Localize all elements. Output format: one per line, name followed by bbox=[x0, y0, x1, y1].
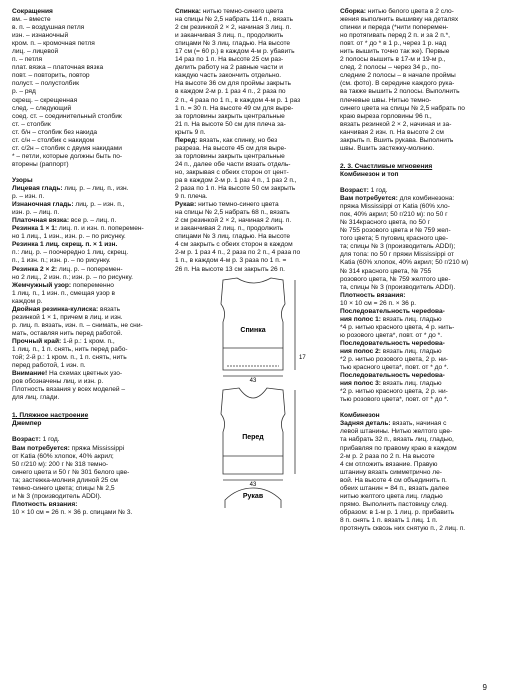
pattern-schematics bbox=[175, 274, 330, 510]
text-line: за горловины закрыть центральные bbox=[175, 152, 285, 160]
text-line: синего цвета и 50 г № 301 белого цве- bbox=[12, 468, 130, 476]
text-line: Изнаночная гладь: лиц. р. – изн. п., bbox=[12, 201, 125, 209]
text-line: 1 лиц. п., 1 п. снять, нить перед рабо- bbox=[12, 345, 128, 353]
text-line: прибавляя по правому краю в каждом bbox=[340, 444, 457, 452]
text-line: 1 п., в каждом 4-м р. 3 раза по 1 п. = bbox=[175, 257, 287, 265]
abbreviations-and-patterns bbox=[12, 8, 164, 402]
text-line: Последовательность череdова- bbox=[340, 307, 445, 315]
section-title-2: 2. 3. Счастливые мгновения bbox=[340, 162, 433, 170]
text-line: полуст. – полустолбик bbox=[12, 80, 80, 88]
text-line: *2 р. нитью розового цвета, 2 р. ни- bbox=[340, 356, 448, 364]
text-line: плечевые швы. Нитью темно- bbox=[340, 96, 432, 104]
text-line: вой. На высоте 4 см объединить п. bbox=[340, 476, 447, 484]
text-line: повт. от * до * в 1 р., через 1 р. над bbox=[340, 40, 447, 48]
text-line: ст. с/н – столбик с накидом bbox=[12, 136, 95, 144]
text-line: 2 раза по 1 п. На высоте 50 см закрыть bbox=[175, 185, 296, 193]
section-subtitle-1: Джемпер bbox=[12, 420, 42, 428]
text-line: штанину вязать симметрично ле- bbox=[340, 468, 442, 476]
text-line: 2-м р. 2 раза по 2 п. На высоте bbox=[340, 452, 435, 460]
text-line: прямо. Выполнить пастовицу след. bbox=[340, 500, 448, 508]
text-line: Вам потребуется: пряжа Mississippi bbox=[12, 444, 125, 452]
text-line: Рукав: нитью темно-синего цвета bbox=[175, 201, 279, 209]
text-line: Двойная резинка-кулиска: вязать bbox=[12, 305, 121, 313]
text-line: след. 2 полосы – через 34 р., по- bbox=[340, 64, 441, 72]
text-line: пок, 40% акрил; 50 г/210 м): по 50 г bbox=[340, 211, 448, 219]
text-line: на спицы № 2,5 набрать 114 п., вязать bbox=[175, 16, 293, 24]
text-line: п.: лиц. р. – поочередно 1 лиц. скрещ. bbox=[12, 249, 129, 257]
text-line: 26 п. На высоте 13 см закрыть 26 п. bbox=[175, 265, 285, 273]
jumper-instructions bbox=[175, 8, 330, 274]
text-line: левой штанины. Нитью желтого цве- bbox=[340, 428, 453, 436]
text-line: 9 п. плеча. bbox=[175, 193, 208, 201]
text-line: темно-синего цвета; спицы № 2,5 bbox=[12, 484, 115, 492]
front-width-dim: 43 bbox=[249, 481, 257, 488]
text-line: та; спицы № 3 (производитель ADDI); bbox=[340, 243, 456, 251]
text-line: в каждом 2-м р. 1 раз 4 п., 2 раза по bbox=[175, 88, 286, 96]
text-line: 21 п. На высоте 50 см для плеча за- bbox=[175, 120, 286, 128]
text-line: разреза. На высоте 45 см для выре- bbox=[175, 144, 287, 152]
text-line: изн. – изнаночный bbox=[12, 32, 69, 40]
text-line: скрещ. – скрещенная bbox=[12, 96, 78, 104]
text-line: Сокращения bbox=[12, 8, 53, 15]
text-line: Плотность вязания: bbox=[340, 291, 406, 299]
text-line: Внимание! На схемах цветных узо- bbox=[12, 370, 123, 378]
text-line: ст. б/н – столбик без накида bbox=[12, 128, 98, 136]
back-height-dim: 17 bbox=[299, 354, 306, 361]
text-line: делить работу на 2 равные части и bbox=[175, 64, 283, 72]
text-line: *2 р. нитью красного цвета, 2 р. ни- bbox=[340, 388, 448, 396]
text-line: тью розового цвета*, повт. от * до *. bbox=[340, 396, 449, 404]
text-line: № 755 розового цвета и № 759 жел- bbox=[340, 227, 451, 235]
text-line: синего цвета на спицы № 2,5 набрать по bbox=[340, 104, 465, 112]
text-line: Комбинезон bbox=[340, 412, 380, 420]
text-line: повт. – повторить, повтор bbox=[12, 72, 90, 80]
text-line: ния полос 1: вязать лиц. гладью bbox=[340, 315, 442, 323]
text-line: № 314красного цвета, по 50 г bbox=[340, 219, 431, 227]
text-line: Katia (60% хлопок, 40% акрил; 50 г/210 м) bbox=[340, 259, 469, 267]
text-line: краю выреза горловины 96 п., bbox=[340, 112, 432, 120]
text-line: та; застежка-молния длиной 25 см bbox=[12, 476, 118, 484]
text-line: спицами № 3 лиц. гладью. На высоте bbox=[175, 40, 291, 48]
text-line: ния полос 3: вязать лиц. гладью bbox=[340, 380, 442, 388]
text-line: но 1 лиц., 1 изн., изн. р. – по рисунку. bbox=[12, 233, 126, 241]
text-line: перед работой, 1 изн. п. bbox=[12, 362, 86, 370]
text-line: каждую часть закончить отдельно. bbox=[175, 72, 282, 80]
text-line: и № 3 (производитель ADDI). bbox=[12, 492, 102, 500]
page-number: 9 bbox=[482, 683, 487, 692]
text-line: 50 г/210 м): 200 г № 318 темно- bbox=[12, 460, 109, 468]
text-line: Возраст: 1 год. bbox=[340, 187, 388, 195]
text-line: след. – следующий bbox=[12, 104, 72, 112]
text-line: Последовательность череdова- bbox=[340, 339, 445, 347]
text-line: нитью желтого цвета лиц. гладью bbox=[340, 492, 443, 500]
section-title-1: 1. Пляжное настроение bbox=[12, 412, 89, 420]
text-line: На высоте 36 см для проймы закрыть bbox=[175, 80, 291, 88]
text-line: Сборка: нитью белого цвета в 2 сло- bbox=[340, 8, 454, 15]
text-line: для лиц. глади. bbox=[12, 394, 60, 402]
text-line: протянуть сквозь них снятую п., 2 лиц. п. bbox=[340, 525, 466, 532]
sleeve-label: Рукав bbox=[242, 492, 264, 500]
text-line: пряжа Mississippi от Katia (60% хло- bbox=[340, 203, 450, 211]
text-line: р. – ряд bbox=[12, 88, 36, 96]
text-line: канчивая 2 изн. п. На высоте 2 см bbox=[340, 128, 444, 136]
text-line: Резинка 1 × 1: лиц. п. и изн. п. поперемен- bbox=[12, 225, 144, 233]
text-line: следние 2 полосы – в начале проймы bbox=[340, 72, 456, 80]
front-label: Перед bbox=[242, 433, 264, 441]
text-line: кром. п. – кромочная петля bbox=[12, 40, 95, 48]
text-line: Последовательность череdова- bbox=[340, 372, 445, 380]
text-line: за горловины закрыть центральные bbox=[175, 112, 285, 120]
jumper-materials bbox=[12, 436, 164, 516]
text-line: того цвета; 5 пуговиц красного цве- bbox=[340, 235, 449, 243]
text-line: Лицевая гладь: лиц. р. – лиц. п., изн. bbox=[12, 185, 129, 193]
text-line: Платочная вязка: все р. – лиц. п. bbox=[12, 217, 117, 225]
column-right bbox=[340, 8, 498, 533]
text-line: 1 лиц. п., 1 изн. п., смещая узор в bbox=[12, 289, 116, 297]
text-line: резинкой 1 × 1, причем в лиц. и изн. bbox=[12, 313, 123, 321]
text-line: на спицы № 2,5 набрать 68 п., вязать bbox=[175, 209, 290, 217]
text-line: 2 полосы вышить в 17-м и 19-м р., bbox=[340, 56, 446, 64]
text-line: образом: в 1-м р. 1 лиц. р. прибавить bbox=[340, 508, 455, 516]
text-line: 24 п., далее обе части вязать отдель- bbox=[175, 160, 291, 168]
text-line: тью красного цвета*, повт. от * до *. bbox=[340, 364, 449, 372]
text-line: 2-м р. 1 раз 4 п., 2 раза по 2 п., 4 раза по bbox=[175, 249, 301, 257]
text-line: ва также вышить 2 полосы. Выполнить bbox=[340, 88, 460, 96]
back-label: Спинка bbox=[240, 326, 266, 334]
text-line: нить вышить точно так же). Первые bbox=[340, 48, 450, 56]
text-line: вм. – вместе bbox=[12, 16, 51, 24]
text-line: Спинка: нитью темно-синего цвета bbox=[175, 8, 284, 15]
text-line: Плотность вязания у всех моделей – bbox=[12, 386, 126, 394]
text-line: жения выполнить вышивку на деталях bbox=[340, 16, 459, 24]
text-line: ю розового цвета*, повт. от * до *. bbox=[340, 331, 443, 339]
text-line: 10 × 10 см = 26 п. × 36 р. bbox=[340, 299, 417, 307]
column-middle bbox=[175, 8, 330, 510]
text-line: и заканчивая 2 лиц. п., продолжить bbox=[175, 225, 284, 233]
text-line: для топа: по 50 г пряжи Mississippi от bbox=[340, 251, 454, 259]
text-line: от Katia (60% хлопок, 40% акрил; bbox=[12, 452, 114, 460]
text-line: мать, оставляя нить перед работой. bbox=[12, 329, 123, 337]
text-line: р. – изн. п. bbox=[12, 193, 45, 201]
text-line: * – петли, которые должны быть по- bbox=[12, 152, 123, 160]
text-line: лиц. – лицевой bbox=[12, 48, 59, 56]
text-line: но 2 лиц., 2 изн. п.; изн. р. – по рисунку. bbox=[12, 273, 133, 281]
text-line: 2 см резинкой 2 × 2, начиная 2 лиц. п. bbox=[175, 217, 292, 225]
text-line: Жемчужный узор: попеременно bbox=[12, 281, 114, 289]
text-line: *4 р. нитью красного цвета, 4 р. нить- bbox=[340, 323, 455, 331]
text-line: плат. вязка – платочная вязка bbox=[12, 64, 104, 72]
assembly-instructions bbox=[340, 8, 498, 153]
text-line: в. п. – воздушная петля bbox=[12, 24, 85, 32]
text-line: Прочный край: 1-й р.: 1 кром. п., bbox=[12, 337, 115, 345]
text-line: п. – петля bbox=[12, 56, 43, 64]
text-line: Плотность вязания: bbox=[12, 500, 78, 508]
text-line: Вам потребуется: для комбинезона: bbox=[340, 195, 455, 203]
text-line: ров обозначены лиц. и изн. р. bbox=[12, 378, 104, 386]
text-line: обеих штанин = 84 п., вязать далее bbox=[340, 484, 449, 492]
text-line: Перед: вязать, как спинку, но без bbox=[175, 136, 278, 144]
column-left bbox=[12, 8, 164, 517]
text-line: п., 1 изн. п.; изн. р. – по рисунку. bbox=[12, 257, 111, 265]
text-line: та, спицы № 3 (производитель ADDI). bbox=[340, 283, 456, 291]
text-line: 8 п. снять 1 п. вязать 1 лиц. 1 п. bbox=[340, 516, 438, 524]
text-line: ра в каждом 2-м р. 1 раз 4 п., 1 раз 2 п., bbox=[175, 176, 297, 184]
text-line: та набрать 32 п., вязать лиц. гладью, bbox=[340, 436, 454, 444]
text-line: № 314 красного цвета, № 755 bbox=[340, 267, 432, 275]
text-line: ст. – столбик bbox=[12, 120, 51, 128]
text-line: той; 2-й р.: 1 кром. п., 1 п. снять, нить bbox=[12, 354, 127, 362]
text-line: 2 п., 4 раза по 1 п., в каждом 4-м р. 1 раз bbox=[175, 96, 301, 104]
text-line: спицами № 3 лиц. гладью. На высоте bbox=[175, 233, 291, 241]
text-line: 10 × 10 см = 26 п. × 36 р. спицами № 3. bbox=[12, 508, 133, 516]
text-line: каждом р. bbox=[12, 297, 43, 305]
text-line: закрыть п. Вшить рукава. Выполнить bbox=[340, 136, 454, 144]
text-line: и заканчивая 3 лиц. п., продолжить bbox=[175, 32, 284, 40]
text-line: спинки и переда (*нити поперемен- bbox=[340, 24, 449, 32]
text-line: но, закрывая с обеих сторон от цент- bbox=[175, 168, 289, 176]
text-line: вязать резинкой 2 × 2, начиная и за- bbox=[340, 120, 452, 128]
text-line: изн. р. – лиц. п. bbox=[12, 209, 60, 217]
text-line: соед. ст. – соединительный столбик bbox=[12, 112, 122, 120]
text-line: Узоры bbox=[12, 176, 33, 184]
overall-instructions bbox=[340, 187, 498, 533]
section-subtitle-2: Комбинезон и топ bbox=[340, 170, 399, 178]
text-line: 4 см закрыть с обеих сторон в каждом bbox=[175, 241, 293, 249]
text-line: Резинка 1 лиц. скрещ. п. × 1 изн. bbox=[12, 241, 118, 249]
text-line: 2 см резинкой 2 × 2, начиная 3 лиц. п. bbox=[175, 24, 292, 32]
text-line bbox=[12, 169, 164, 177]
text-line: р. лиц. п. вязать, изн. п. – снимать, не сни- bbox=[12, 321, 143, 329]
back-width-dim: 43 bbox=[249, 377, 257, 384]
text-line: Резинка 2 × 2: лиц. р. – поперемен- bbox=[12, 265, 123, 273]
text-line: Возраст: 1 год. bbox=[12, 436, 60, 444]
text-line: но протягивать перед 2 п. и за 2 п.*, bbox=[340, 32, 450, 40]
text-line: 1 п. = 30 п. На высоте 49 см для выре- bbox=[175, 104, 294, 112]
text-line: 17 см (= 60 р.) в каждом 4-м р. убавить bbox=[175, 48, 295, 56]
text-line: 14 раз по 1 п. На высоте 25 см раз- bbox=[175, 56, 284, 64]
text-line: (см. фото). В середине каждого рука- bbox=[340, 80, 455, 88]
text-line bbox=[340, 404, 498, 412]
text-line: ст. с/2н – столбик с двумя накидами bbox=[12, 144, 122, 152]
text-line: швы. Вшить застежку-молнию. bbox=[340, 144, 435, 152]
text-line: Задняя деталь: вязать, начиная с bbox=[340, 420, 447, 428]
text-line: розового цвета, № 759 желтого цве- bbox=[340, 275, 451, 283]
text-line: крыть 9 п. bbox=[175, 128, 206, 136]
text-line: 4 см отложить вязание. Правую bbox=[340, 460, 438, 468]
text-line: ния полос 2: вязать лиц. гладью bbox=[340, 347, 442, 355]
text-line: вторены (раппорт) bbox=[12, 160, 69, 168]
